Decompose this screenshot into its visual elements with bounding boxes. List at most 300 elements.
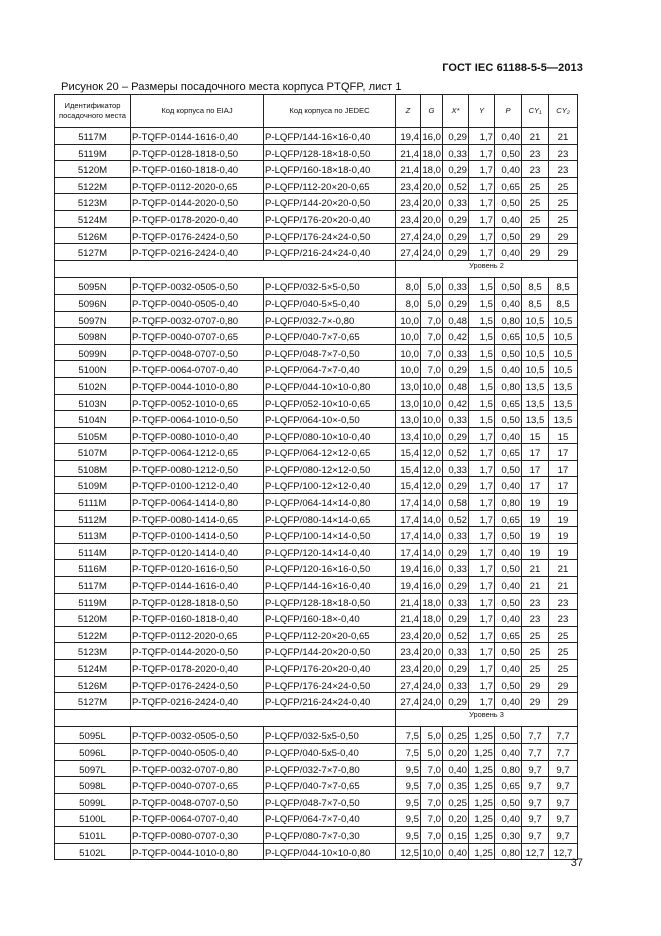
cell-z: 9,5 [396, 826, 421, 843]
cell-y: 1,7 [469, 444, 495, 461]
cell-cy1: 7,7 [522, 727, 549, 744]
cell-y: 1,25 [469, 727, 495, 744]
cell-id: 5099L [55, 793, 131, 810]
cell-x: 0,29 [443, 361, 469, 378]
cell-p: 0,65 [495, 777, 522, 794]
cell-z: 13,0 [396, 394, 421, 411]
cell-p: 0,40 [495, 294, 522, 311]
cell-g: 14,0 [421, 543, 443, 560]
cell-cy1: 25 [522, 643, 549, 660]
cell-id: 5100L [55, 810, 131, 827]
cell-cy1: 21 [522, 560, 549, 577]
table-row [55, 494, 578, 511]
cell-jedec-code: P-LQFP/160-18×-0,40 [264, 610, 396, 627]
cell-z: 23,4 [396, 194, 421, 211]
cell-cy2: 25 [549, 643, 578, 660]
cell-p: 0,80 [495, 843, 522, 860]
cell-x: 0,29 [443, 693, 469, 710]
cell-p: 0,50 [495, 727, 522, 744]
cell-z: 27,4 [396, 227, 421, 244]
cell-g: 16,0 [421, 128, 443, 145]
cell-g: 7,0 [421, 793, 443, 810]
cell-y: 1,7 [469, 676, 495, 693]
cell-x: 0,33 [443, 676, 469, 693]
cell-cy2: 29 [549, 227, 578, 244]
table-row [55, 328, 578, 345]
cell-eiaj-code: P-TQFP-0160-1818-0,40 [131, 161, 264, 178]
cell-cy1: 13,5 [522, 394, 549, 411]
table-row [55, 577, 578, 594]
cell-y: 1,7 [469, 494, 495, 511]
cell-id: 5095N [55, 278, 131, 295]
cell-x: 0,25 [443, 727, 469, 744]
cell-p: 0,40 [495, 660, 522, 677]
cell-id: 5124M [55, 210, 131, 227]
cell-z: 9,5 [396, 810, 421, 827]
cell-g: 20,0 [421, 177, 443, 194]
cell-p: 0,40 [495, 693, 522, 710]
col-header-x: X* [443, 95, 469, 128]
cell-eiaj-code: P-TQFP-0048-0707-0,50 [131, 344, 264, 361]
cell-cy1: 8,5 [522, 278, 549, 295]
table-row [55, 278, 578, 295]
cell-eiaj-code: P-TQFP-0080-1212-0,50 [131, 460, 264, 477]
cell-cy2: 21 [549, 560, 578, 577]
table-row [55, 810, 578, 827]
cell-eiaj-code: P-TQFP-0100-1414-0,50 [131, 527, 264, 544]
cell-g: 24,0 [421, 676, 443, 693]
table-row [55, 128, 578, 145]
cell-jedec-code: P-LQFP/044-10×10-0,80 [264, 843, 396, 860]
cell-y: 1,7 [469, 577, 495, 594]
cell-g: 24,0 [421, 244, 443, 261]
cell-y: 1,7 [469, 643, 495, 660]
cell-y: 1,5 [469, 361, 495, 378]
table-row [55, 727, 578, 744]
cell-g: 14,0 [421, 527, 443, 544]
cell-y: 1,7 [469, 593, 495, 610]
cell-z: 21,4 [396, 593, 421, 610]
cell-x: 0,33 [443, 593, 469, 610]
table-row [55, 411, 578, 428]
cell-y: 1,5 [469, 344, 495, 361]
cell-jedec-code: P-LQFP/064-14×14-0,80 [264, 494, 396, 511]
cell-x: 0,58 [443, 494, 469, 511]
cell-eiaj-code: P-TQFP-0064-1414-0,80 [131, 494, 264, 511]
cell-id: 5103N [55, 394, 131, 411]
cell-y: 1,7 [469, 427, 495, 444]
cell-g: 10,0 [421, 394, 443, 411]
cell-jedec-code: P-LQFP/080-14×14-0,65 [264, 510, 396, 527]
cell-g: 7,0 [421, 361, 443, 378]
cell-p: 0,65 [495, 510, 522, 527]
cell-jedec-code: P-LQFP/176-24×24-0,50 [264, 676, 396, 693]
cell-g: 7,0 [421, 760, 443, 777]
cell-cy2: 10,5 [549, 328, 578, 345]
cell-cy1: 29 [522, 227, 549, 244]
cell-y: 1,7 [469, 693, 495, 710]
page-number: 37 [570, 857, 583, 869]
cell-cy2: 19 [549, 494, 578, 511]
cell-cy1: 23 [522, 161, 549, 178]
cell-jedec-code: P-LQFP/080-12×12-0,50 [264, 460, 396, 477]
cell-g: 5,0 [421, 294, 443, 311]
cell-p: 0,40 [495, 543, 522, 560]
cell-y: 1,7 [469, 560, 495, 577]
cell-id: 5122M [55, 177, 131, 194]
cell-y: 1,7 [469, 460, 495, 477]
cell-cy1: 17 [522, 460, 549, 477]
cell-cy1: 23 [522, 610, 549, 627]
cell-p: 0,50 [495, 227, 522, 244]
cell-z: 23,4 [396, 626, 421, 643]
cell-id: 5123M [55, 643, 131, 660]
cell-id: 5108M [55, 460, 131, 477]
cell-g: 7,0 [421, 777, 443, 794]
col-header-y: Y [469, 95, 495, 128]
table-row [55, 510, 578, 527]
cell-z: 13,4 [396, 427, 421, 444]
cell-id: 5096N [55, 294, 131, 311]
table-row [55, 593, 578, 610]
cell-y: 1,5 [469, 328, 495, 345]
cell-p: 0,65 [495, 394, 522, 411]
cell-jedec-code: P-LQFP/040-5×5-0,40 [264, 294, 396, 311]
cell-jedec-code: P-LQFP/032-7×7-0,80 [264, 760, 396, 777]
cell-g: 24,0 [421, 227, 443, 244]
cell-y: 1,5 [469, 394, 495, 411]
cell-cy1: 13,5 [522, 411, 549, 428]
cell-y: 1,7 [469, 610, 495, 627]
cell-g: 18,0 [421, 593, 443, 610]
cell-z: 7,5 [396, 727, 421, 744]
col-header-z: Z [396, 95, 421, 128]
cell-id: 5119M [55, 144, 131, 161]
cell-g: 7,0 [421, 344, 443, 361]
cell-x: 0,33 [443, 560, 469, 577]
cell-cy2: 9,7 [549, 826, 578, 843]
cell-jedec-code: P-LQFP/128-18×18-0,50 [264, 144, 396, 161]
cell-g: 7,0 [421, 826, 443, 843]
footprint-dimensions-table [54, 94, 578, 860]
cell-x: 0,33 [443, 460, 469, 477]
cell-z: 23,4 [396, 660, 421, 677]
cell-eiaj-code: P-TQFP-0178-2020-0,40 [131, 660, 264, 677]
cell-y: 1,7 [469, 244, 495, 261]
cell-cy2: 21 [549, 128, 578, 145]
cell-g: 24,0 [421, 693, 443, 710]
cell-eiaj-code: P-TQFP-0216-2424-0,40 [131, 693, 264, 710]
cell-cy2: 9,7 [549, 760, 578, 777]
cell-eiaj-code: P-TQFP-0032-0707-0,80 [131, 311, 264, 328]
cell-id: 5122M [55, 626, 131, 643]
cell-id: 5099N [55, 344, 131, 361]
cell-p: 0,40 [495, 128, 522, 145]
cell-x: 0,35 [443, 777, 469, 794]
cell-x: 0,48 [443, 311, 469, 328]
cell-eiaj-code: P-TQFP-0080-0707-0,30 [131, 826, 264, 843]
cell-cy2: 25 [549, 660, 578, 677]
cell-z: 13,0 [396, 377, 421, 394]
table-row [55, 777, 578, 794]
cell-jedec-code: P-LQFP/064-7×7-0,40 [264, 361, 396, 378]
cell-cy2: 29 [549, 693, 578, 710]
cell-cy2: 9,7 [549, 777, 578, 794]
document-standard-header: ГОСТ IEC 61188-5-5—2013 [442, 62, 583, 74]
cell-x: 0,29 [443, 610, 469, 627]
table-row [55, 843, 578, 860]
cell-g: 12,0 [421, 460, 443, 477]
cell-cy2: 21 [549, 577, 578, 594]
cell-g: 5,0 [421, 743, 443, 760]
cell-x: 0,33 [443, 194, 469, 211]
cell-g: 7,0 [421, 810, 443, 827]
cell-z: 19,4 [396, 128, 421, 145]
cell-id: 5117M [55, 128, 131, 145]
cell-id: 5120M [55, 161, 131, 178]
cell-p: 0,40 [495, 577, 522, 594]
table-row [55, 560, 578, 577]
cell-cy2: 13,5 [549, 411, 578, 428]
cell-cy1: 21 [522, 577, 549, 594]
cell-p: 0,50 [495, 527, 522, 544]
level-2-row [55, 260, 578, 278]
cell-eiaj-code: P-TQFP-0044-1010-0,80 [131, 377, 264, 394]
cell-z: 17,4 [396, 543, 421, 560]
cell-g: 18,0 [421, 610, 443, 627]
table-row [55, 643, 578, 660]
cell-cy1: 8,5 [522, 294, 549, 311]
cell-y: 1,5 [469, 278, 495, 295]
cell-x: 0,29 [443, 543, 469, 560]
cell-g: 20,0 [421, 643, 443, 660]
cell-x: 0,52 [443, 626, 469, 643]
cell-y: 1,7 [469, 543, 495, 560]
cell-z: 21,4 [396, 610, 421, 627]
cell-p: 0,50 [495, 676, 522, 693]
cell-g: 20,0 [421, 194, 443, 211]
table-row [55, 527, 578, 544]
cell-z: 27,4 [396, 244, 421, 261]
cell-p: 0,50 [495, 144, 522, 161]
cell-cy1: 7,7 [522, 743, 549, 760]
cell-cy1: 17 [522, 477, 549, 494]
table-header-row [55, 95, 578, 128]
cell-cy2: 23 [549, 593, 578, 610]
cell-eiaj-code: P-TQFP-0040-0707-0,65 [131, 777, 264, 794]
cell-jedec-code: P-LQFP/044-10×10-0,80 [264, 377, 396, 394]
cell-jedec-code: P-LQFP/120-14×14-0,40 [264, 543, 396, 560]
cell-z: 17,4 [396, 527, 421, 544]
cell-z: 27,4 [396, 676, 421, 693]
table-row [55, 227, 578, 244]
cell-id: 5126M [55, 227, 131, 244]
cell-cy1: 15 [522, 427, 549, 444]
cell-eiaj-code: P-TQFP-0100-1212-0,40 [131, 477, 264, 494]
cell-x: 0,29 [443, 210, 469, 227]
cell-jedec-code: P-LQFP/216-24×24-0,40 [264, 693, 396, 710]
cell-cy2: 10,5 [549, 361, 578, 378]
cell-x: 0,29 [443, 427, 469, 444]
table-row [55, 626, 578, 643]
cell-p: 0,50 [495, 460, 522, 477]
cell-jedec-code: P-LQFP/048-7×7-0,50 [264, 344, 396, 361]
cell-cy1: 29 [522, 693, 549, 710]
cell-eiaj-code: P-TQFP-0052-1010-0,65 [131, 394, 264, 411]
cell-p: 0,50 [495, 278, 522, 295]
cell-id: 5127M [55, 693, 131, 710]
cell-z: 9,5 [396, 760, 421, 777]
table-row [55, 177, 578, 194]
cell-x: 0,29 [443, 227, 469, 244]
cell-jedec-code: P-LQFP/080-10×10-0,40 [264, 427, 396, 444]
cell-cy1: 17 [522, 444, 549, 461]
table-row [55, 311, 578, 328]
cell-cy2: 13,5 [549, 377, 578, 394]
cell-id: 5127M [55, 244, 131, 261]
cell-cy1: 25 [522, 660, 549, 677]
cell-z: 12,5 [396, 843, 421, 860]
cell-cy1: 10,5 [522, 361, 549, 378]
table-row [55, 760, 578, 777]
cell-cy1: 29 [522, 676, 549, 693]
cell-g: 10,0 [421, 377, 443, 394]
table-row [55, 444, 578, 461]
cell-jedec-code: P-LQFP/144-16×16-0,40 [264, 128, 396, 145]
cell-y: 1,7 [469, 128, 495, 145]
cell-jedec-code: P-LQFP/040-7×7-0,65 [264, 328, 396, 345]
cell-x: 0,33 [443, 527, 469, 544]
cell-jedec-code: P-LQFP/160-18×18-0,40 [264, 161, 396, 178]
cell-x: 0,33 [443, 411, 469, 428]
cell-p: 0,80 [495, 311, 522, 328]
cell-g: 18,0 [421, 144, 443, 161]
cell-g: 12,0 [421, 477, 443, 494]
cell-g: 14,0 [421, 510, 443, 527]
cell-cy2: 23 [549, 161, 578, 178]
level-label: Уровень 3 [396, 709, 578, 727]
cell-p: 0,40 [495, 810, 522, 827]
cell-g: 5,0 [421, 727, 443, 744]
cell-id: 5112M [55, 510, 131, 527]
cell-id: 5096L [55, 743, 131, 760]
cell-z: 19,4 [396, 560, 421, 577]
cell-g: 20,0 [421, 626, 443, 643]
table-row [55, 793, 578, 810]
cell-id: 5095L [55, 727, 131, 744]
cell-z: 9,5 [396, 793, 421, 810]
cell-z: 7,5 [396, 743, 421, 760]
cell-id: 5126M [55, 676, 131, 693]
cell-z: 9,5 [396, 777, 421, 794]
cell-y: 1,7 [469, 510, 495, 527]
cell-cy1: 19 [522, 510, 549, 527]
cell-g: 20,0 [421, 210, 443, 227]
table-row [55, 294, 578, 311]
cell-y: 1,7 [469, 527, 495, 544]
cell-p: 0,80 [495, 494, 522, 511]
cell-p: 0,40 [495, 210, 522, 227]
cell-cy2: 23 [549, 144, 578, 161]
cell-p: 0,50 [495, 344, 522, 361]
cell-x: 0,40 [443, 760, 469, 777]
cell-p: 0,30 [495, 826, 522, 843]
cell-jedec-code: P-LQFP/052-10×10-0,65 [264, 394, 396, 411]
cell-jedec-code: P-LQFP/144-16×16-0,40 [264, 577, 396, 594]
cell-jedec-code: P-LQFP/128-18×18-0,50 [264, 593, 396, 610]
cell-eiaj-code: P-TQFP-0144-1616-0,40 [131, 128, 264, 145]
cell-jedec-code: P-LQFP/112-20×20-0,65 [264, 177, 396, 194]
table-row [55, 244, 578, 261]
cell-z: 15,4 [396, 460, 421, 477]
cell-z: 27,4 [396, 693, 421, 710]
cell-id: 5123M [55, 194, 131, 211]
cell-eiaj-code: P-TQFP-0160-1818-0,40 [131, 610, 264, 627]
cell-cy1: 10,5 [522, 311, 549, 328]
cell-g: 16,0 [421, 577, 443, 594]
cell-jedec-code: P-LQFP/100-14×14-0,50 [264, 527, 396, 544]
cell-g: 7,0 [421, 311, 443, 328]
level-row-blank-cell [55, 709, 396, 727]
cell-x: 0,33 [443, 278, 469, 295]
cell-id: 5101L [55, 826, 131, 843]
cell-g: 18,0 [421, 161, 443, 178]
cell-z: 8,0 [396, 294, 421, 311]
cell-eiaj-code: P-TQFP-0144-2020-0,50 [131, 643, 264, 660]
col-header-cy1: CY₁ [522, 95, 549, 128]
cell-id: 5119M [55, 593, 131, 610]
cell-z: 21,4 [396, 144, 421, 161]
cell-z: 15,4 [396, 444, 421, 461]
cell-y: 1,25 [469, 760, 495, 777]
cell-p: 0,80 [495, 377, 522, 394]
cell-cy2: 19 [549, 543, 578, 560]
cell-y: 1,5 [469, 294, 495, 311]
cell-y: 1,7 [469, 660, 495, 677]
cell-z: 13,0 [396, 411, 421, 428]
cell-id: 5111M [55, 494, 131, 511]
cell-cy2: 10,5 [549, 344, 578, 361]
cell-y: 1,7 [469, 177, 495, 194]
table-body [55, 128, 578, 860]
cell-cy2: 29 [549, 244, 578, 261]
cell-id: 5116M [55, 560, 131, 577]
cell-p: 0,50 [495, 411, 522, 428]
table-row [55, 144, 578, 161]
cell-x: 0,25 [443, 793, 469, 810]
cell-jedec-code: P-LQFP/040-7×7-0,65 [264, 777, 396, 794]
cell-cy2: 17 [549, 460, 578, 477]
cell-x: 0,29 [443, 294, 469, 311]
level-3-row [55, 709, 578, 727]
cell-z: 17,4 [396, 494, 421, 511]
cell-z: 17,4 [396, 510, 421, 527]
cell-jedec-code: P-LQFP/100-12×12-0,40 [264, 477, 396, 494]
cell-x: 0,29 [443, 577, 469, 594]
cell-x: 0,42 [443, 328, 469, 345]
cell-z: 10,0 [396, 328, 421, 345]
cell-z: 23,4 [396, 177, 421, 194]
cell-y: 1,25 [469, 743, 495, 760]
cell-cy1: 19 [522, 494, 549, 511]
cell-z: 8,0 [396, 278, 421, 295]
cell-cy1: 21 [522, 128, 549, 145]
cell-cy2: 25 [549, 626, 578, 643]
table-row [55, 826, 578, 843]
cell-p: 0,40 [495, 244, 522, 261]
cell-jedec-code: P-LQFP/040-5x5-0,40 [264, 743, 396, 760]
cell-y: 1,5 [469, 377, 495, 394]
